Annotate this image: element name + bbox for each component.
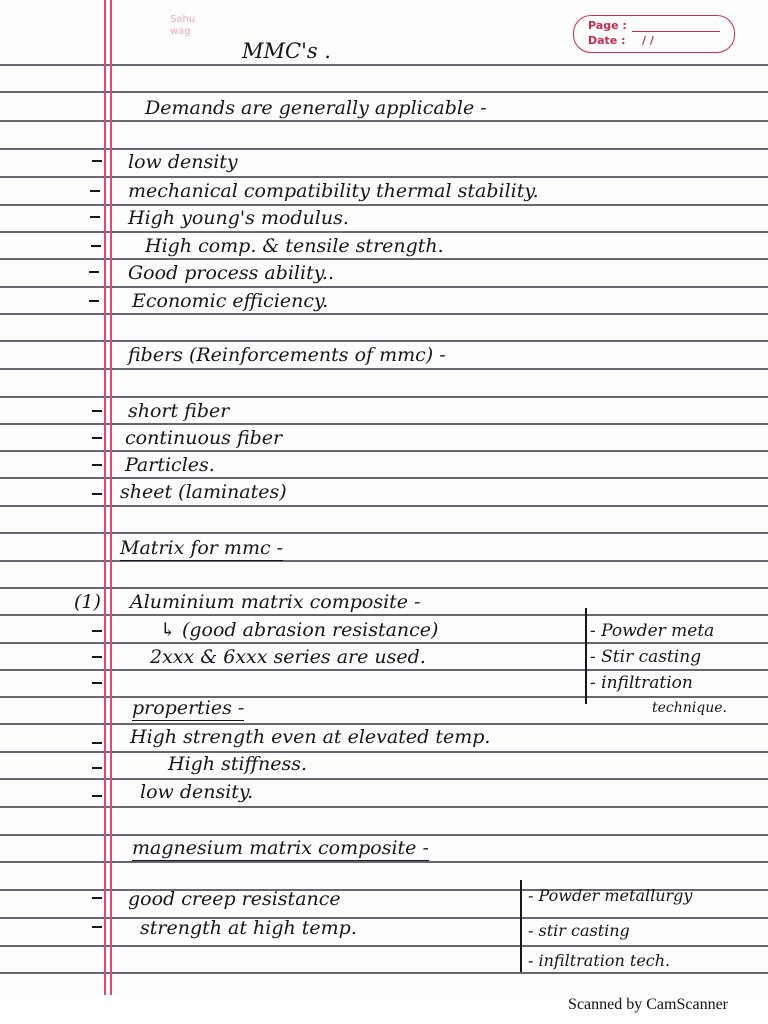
bullet-dash	[92, 795, 102, 797]
ruled-line	[0, 286, 768, 288]
bullet-dash	[92, 897, 102, 899]
magnesium-line: good creep resistance	[128, 888, 341, 910]
margin-line-right	[110, 0, 112, 995]
ruled-line	[0, 231, 768, 233]
matrix-heading: Matrix for mmc -	[120, 537, 284, 559]
ruled-line	[0, 477, 768, 479]
bullet-dash	[91, 245, 101, 247]
scanner-watermark: Scanned by CamScanner	[568, 996, 728, 1013]
demands-heading: Demands are generally applicable -	[145, 97, 487, 119]
ruled-line	[0, 778, 768, 780]
ruled-line	[0, 614, 768, 616]
bullet-dash	[92, 682, 102, 684]
fiber-item: Particles.	[125, 454, 215, 476]
date-label: Date :	[588, 34, 626, 47]
bullet-dash	[89, 271, 99, 273]
page-date-stamp	[573, 15, 735, 53]
bullet-dash	[92, 464, 102, 466]
divider-line	[585, 608, 587, 704]
ruled-line	[0, 972, 768, 974]
process-item: - Powder metallurgy	[528, 886, 693, 905]
ruled-line	[0, 723, 768, 725]
fibers-heading: fibers (Reinforcements of mmc) -	[128, 344, 446, 366]
ruled-line	[0, 120, 768, 122]
page-label: Page :	[588, 19, 627, 32]
ruled-line	[0, 532, 768, 534]
demand-item: High young's modulus.	[128, 207, 349, 229]
fiber-item: sheet (laminates)	[120, 481, 287, 503]
ruled-line	[0, 396, 768, 398]
ruled-line	[0, 258, 768, 260]
ruled-line	[0, 560, 768, 562]
ruled-line	[0, 176, 768, 178]
ruled-line	[0, 368, 768, 370]
process-item: - infiltration	[590, 673, 693, 693]
page-line	[632, 31, 720, 32]
ruled-line	[0, 806, 768, 808]
ruled-line	[0, 834, 768, 836]
demand-item: High comp. & tensile strength.	[145, 235, 444, 257]
aluminium-line: ↳ (good abrasion resistance)	[160, 619, 439, 641]
property-item: High stiffness.	[168, 753, 308, 775]
bullet-dash	[92, 410, 102, 412]
ruled-line	[0, 861, 768, 863]
process-item: - infiltration tech.	[528, 951, 671, 970]
bullet-dash	[92, 742, 102, 744]
ruled-line	[0, 148, 768, 150]
margin-line-left	[104, 0, 106, 995]
bullet-dash	[92, 493, 102, 495]
demand-item: low density	[128, 151, 238, 173]
aluminium-line: 2xxx & 6xxx series are used.	[150, 646, 426, 668]
bullet-dash	[92, 656, 102, 658]
fiber-item: short fiber	[128, 400, 230, 422]
bullet-dash	[92, 926, 102, 928]
aluminium-heading: Aluminium matrix composite -	[130, 591, 421, 613]
magnesium-line: strength at high temp.	[140, 917, 357, 939]
ruled-line	[0, 642, 768, 644]
ruled-line	[0, 423, 768, 425]
demand-item: mechanical compatibility thermal stability.	[128, 180, 539, 202]
bullet-dash	[92, 767, 102, 769]
notebook-logo: Sahu wag	[170, 14, 196, 37]
scanner-footer	[0, 995, 768, 1024]
process-item: technique.	[652, 700, 727, 716]
demand-item: Economic efficiency.	[132, 290, 329, 312]
ruled-line	[0, 945, 768, 947]
process-item: - stir casting	[528, 921, 630, 940]
magnesium-heading: magnesium matrix composite -	[132, 837, 429, 859]
fiber-item: continuous fiber	[125, 427, 283, 449]
item-number: (1)	[74, 591, 101, 613]
ruled-line	[0, 64, 768, 66]
date-value: / /	[642, 34, 654, 47]
ruled-line	[0, 505, 768, 507]
ruled-line	[0, 751, 768, 753]
process-item: - Stir casting	[590, 647, 702, 667]
bullet-dash	[92, 630, 102, 632]
properties-heading: properties -	[132, 697, 245, 719]
page-title: MMC's .	[242, 39, 331, 63]
ruled-line	[0, 91, 768, 93]
demand-item: Good process ability..	[128, 262, 335, 284]
property-item: low density.	[140, 781, 254, 803]
property-item: High strength even at elevated temp.	[130, 726, 491, 748]
bullet-dash	[90, 190, 100, 192]
ruled-line	[0, 917, 768, 919]
divider-line	[520, 880, 522, 972]
bullet-dash	[92, 160, 102, 162]
bullet-dash	[92, 437, 102, 439]
ruled-line	[0, 450, 768, 452]
ruled-line	[0, 587, 768, 589]
bullet-dash	[89, 300, 99, 302]
ruled-line	[0, 340, 768, 342]
ruled-line	[0, 313, 768, 315]
ruled-line	[0, 669, 768, 671]
process-item: - Powder meta	[590, 621, 715, 641]
ruled-line	[0, 204, 768, 206]
bullet-dash	[90, 216, 100, 218]
